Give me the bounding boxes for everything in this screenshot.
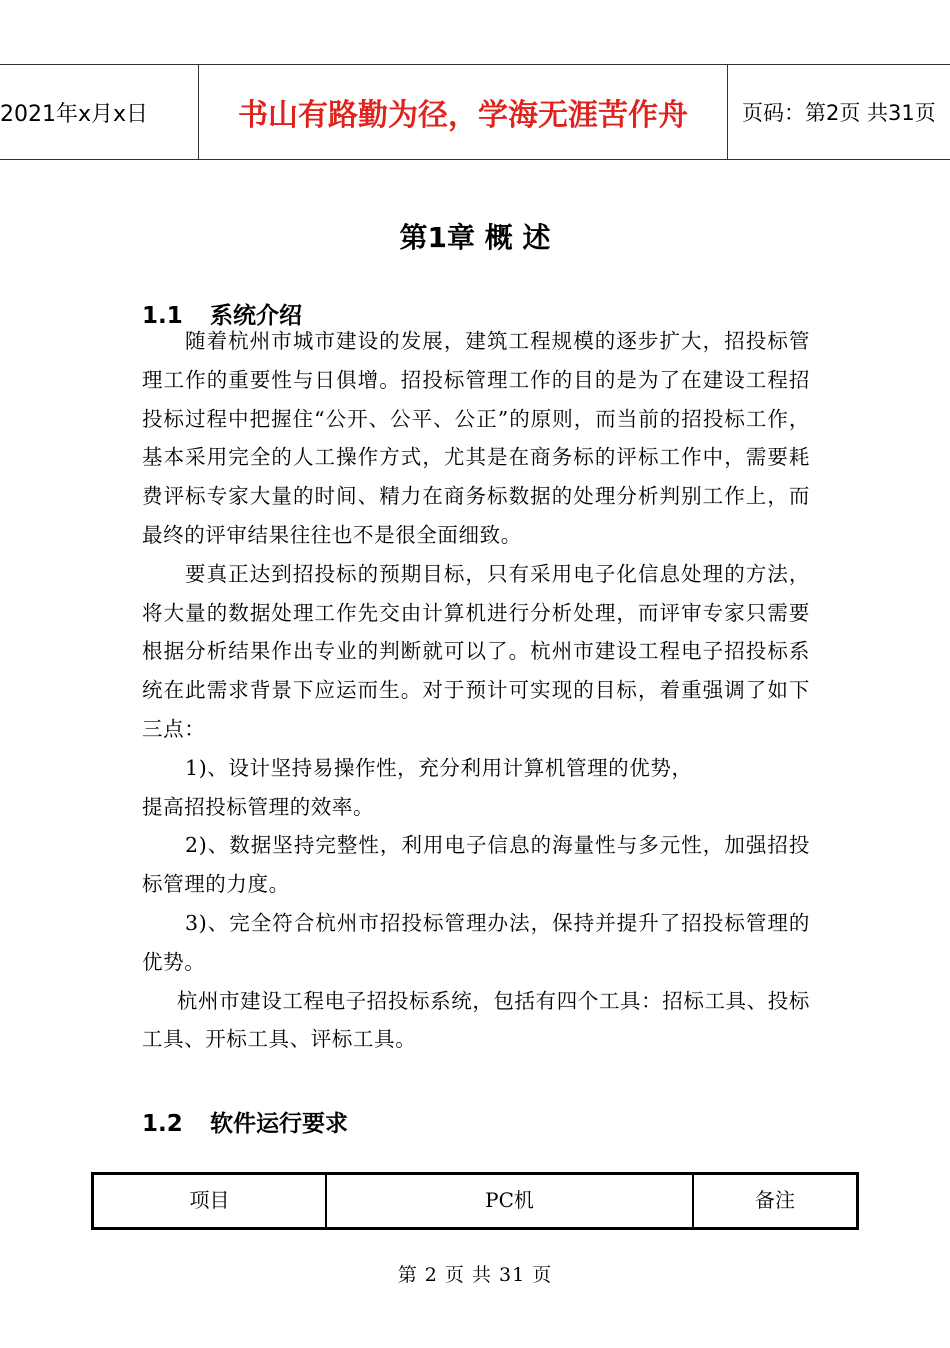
header-date: 2021年x月x日 — [0, 101, 149, 127]
paragraph: 杭州市建设工程电子招投标系统，包括有四个工具：招标工具、投标工具、开标工具、评标工具。 — [142, 988, 810, 1052]
paragraph: 随着杭州市城市建设的发展，建筑工程规模的逐步扩大，招投标管理工作的重要性与日俱增。招投标管理工作的目的是为了在建设工程招投标过程中把握住“公开、公平、公正”的原则，而当前的招投标工作，基本采用完全的人工操作方式，尤其是在商务标的评标工作中，需要耗费评标专家大量的时间、精力在商务标数据的处理分析判别工作上，而最终的评审结果往往也不是很全面细致。 — [142, 329, 810, 547]
page-footer: 第 2 页 共 31 页 — [397, 1264, 553, 1286]
header-motto: 书山有路勤为径，学海无涯苦作舟 — [198, 65, 728, 159]
list-item: 1)、设计坚持易操作性，充分利用计算机管理的优势， — [185, 755, 693, 780]
list-item-continuation: 提高招投标管理的效率。 — [142, 794, 375, 819]
list-item: 3)、完全符合杭州市招投标管理办法，保持并提升了招投标管理的优势。 — [142, 910, 810, 974]
section-number: 1.2 — [142, 1111, 183, 1137]
table-header-notes: 备注 — [755, 1187, 795, 1212]
section-title-text: 软件运行要求 — [210, 1111, 348, 1137]
list-item: 2)、数据坚持完整性，利用电子信息的海量性与多元性，加强招投标管理的力度。 — [142, 833, 810, 897]
header-page-number: 页码：第2页 共31页 — [742, 101, 936, 125]
chapter-title: 第1章 概 述 — [399, 221, 551, 254]
section-heading-1-2 — [142, 1105, 348, 1138]
section-number: 1.1 — [142, 303, 183, 329]
page-header — [0, 64, 950, 160]
table-header-pc: PC机 — [327, 1175, 694, 1227]
table-header-item: 项目 — [94, 1175, 327, 1227]
requirements-table — [91, 1172, 859, 1230]
section-body — [142, 322, 810, 1059]
section-title-text: 系统介绍 — [210, 303, 302, 329]
paragraph: 要真正达到招投标的预期目标，只有采用电子化信息处理的方法，将大量的数据处理工作先交由计算机进行分析处理，而评审专家只需要根据分析结果作出专业的判断就可以了。杭州市建设工程电子招投标系统在此需求背景下应运而生。对于预计可实现的目标，着重强调了如下三点： — [142, 561, 810, 741]
